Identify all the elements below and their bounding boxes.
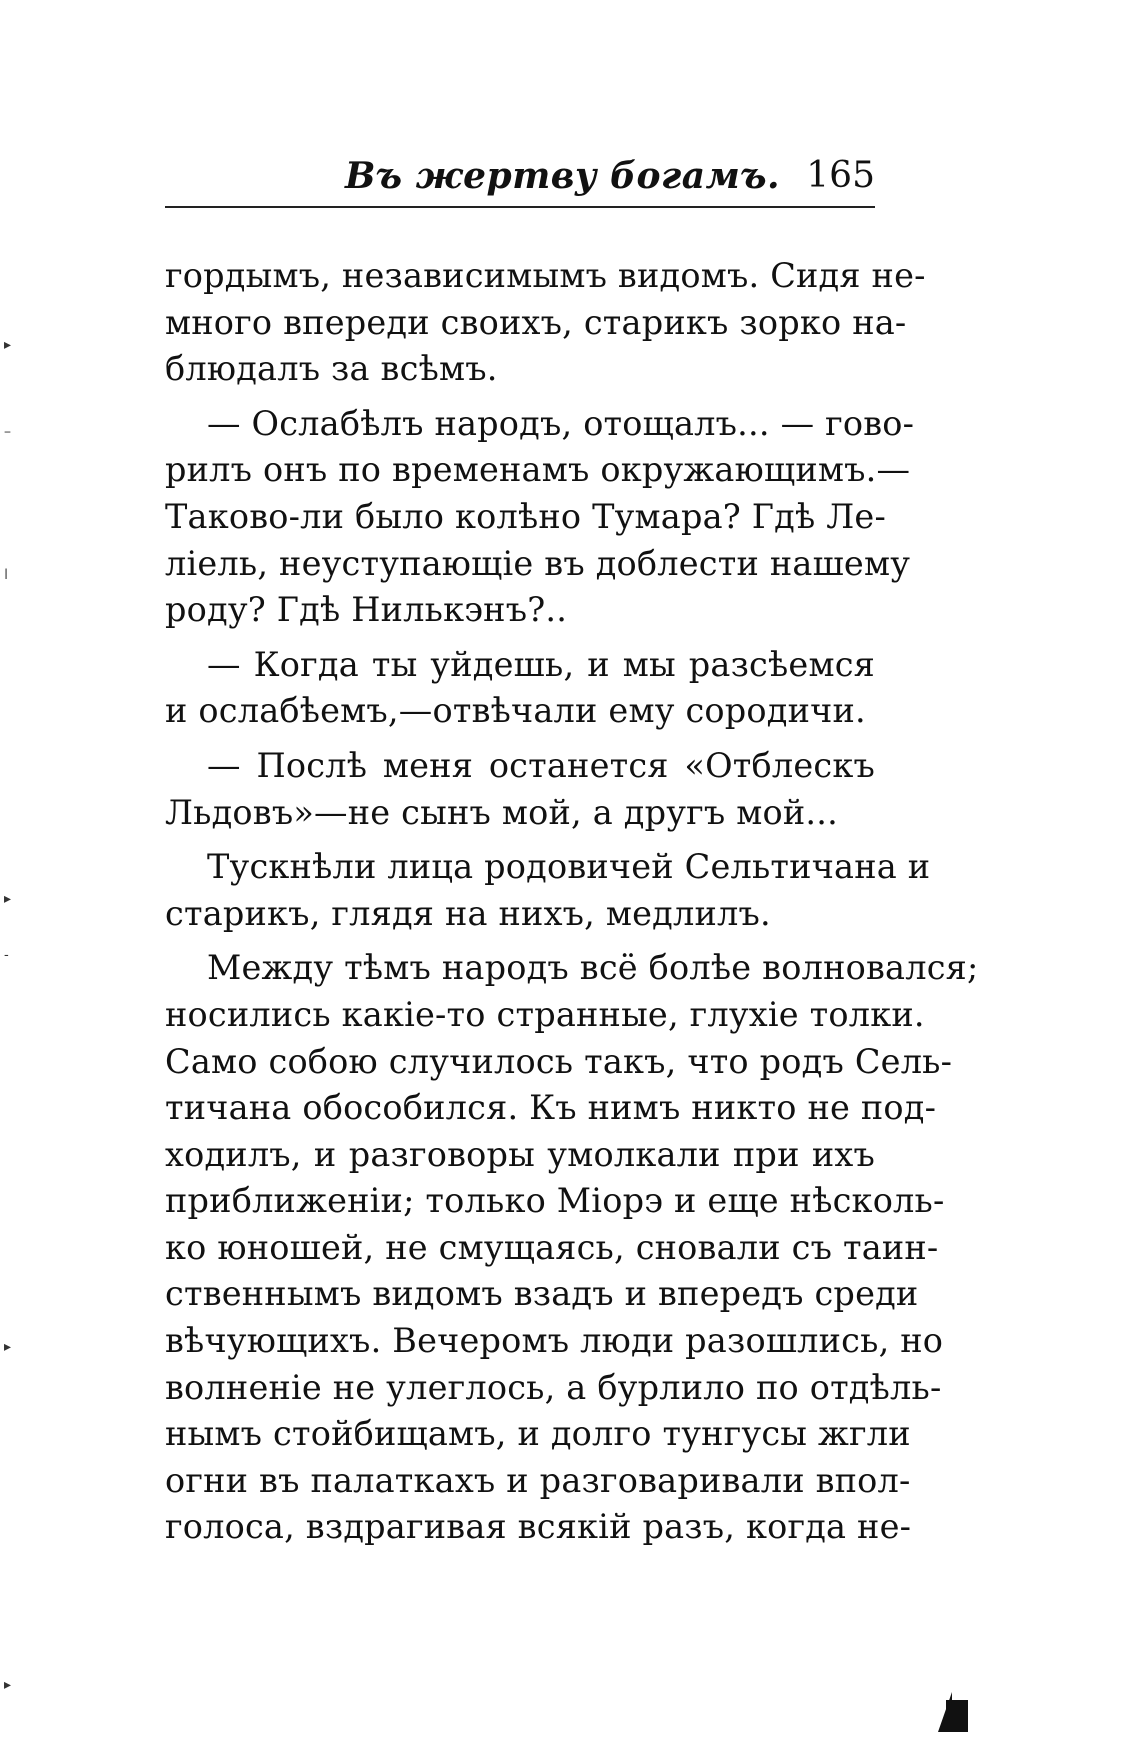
text-line: Льдовъ»—не сынъ мой, а другъ мой... xyxy=(165,792,838,832)
text-line: Таково-ли было колѣно Тумара? Гдѣ Ле- xyxy=(165,496,886,536)
text-line: вѣчующихъ. Вечеромъ люди разошлись, но xyxy=(165,1321,944,1361)
text-line: роду? Гдѣ Нилькэнъ?.. xyxy=(165,590,568,630)
text-line: ходилъ, и разговоры умолкали при ихъ xyxy=(165,1134,875,1174)
page-header xyxy=(165,150,875,206)
running-title: Въ жертву богамъ. xyxy=(345,155,781,197)
text-line: ліель, неуступающіе въ доблести нашему xyxy=(165,543,911,583)
text-line: старикъ, глядя на нихъ, медлилъ. xyxy=(165,893,771,933)
text-line: ко юношей, не смущаясь, сновали съ таин- xyxy=(165,1227,939,1267)
text-line: Тускнѣли лица родовичей Сельтичана и xyxy=(207,847,931,887)
text-line: блюдалъ за всѣмъ. xyxy=(165,349,498,389)
margin-mark: ▸ xyxy=(4,891,12,907)
margin-mark: – xyxy=(4,424,11,440)
text-line: — Когда ты уйдешь, и мы разсѣемся xyxy=(207,644,875,684)
text-line: рилъ онъ по временамъ окружающимъ.— xyxy=(165,450,911,490)
text-line: гордымъ, независимымъ видомъ. Сидя не- xyxy=(165,256,926,295)
text-line: нымъ стойбищамъ, и долго тунгусы жгли xyxy=(165,1414,911,1454)
text-line: Само собою случилось такъ, что родъ Сель- xyxy=(165,1041,953,1081)
margin-mark: - xyxy=(4,947,9,963)
margin-mark: ▸ xyxy=(4,337,12,353)
margin-mark: ▸ xyxy=(4,1677,12,1693)
text-line: ственнымъ видомъ взадъ и впередъ среди xyxy=(165,1274,919,1314)
text-line: много впереди своихъ, старикъ зорко на- xyxy=(165,302,907,342)
text-line: тичана обособился. Къ нимъ никто не под- xyxy=(165,1088,937,1128)
page-number: 165 xyxy=(806,155,875,196)
ink-blot xyxy=(938,1692,952,1732)
text-line: волненіе не улеглось, а бурлило по отдѣль- xyxy=(165,1367,942,1407)
text-line: огни въ палаткахъ и разговаривали впол- xyxy=(165,1460,911,1500)
header-rule xyxy=(165,206,875,208)
text-line: носились какіе-то странные, глухіе толки. xyxy=(165,994,925,1034)
body-text xyxy=(165,253,979,1551)
text-line: голоса, вздрагивая всякій разъ, когда не- xyxy=(165,1507,912,1547)
text-line: — Послѣ меня останется «Отблескъ xyxy=(207,745,875,785)
margin-mark: ǀ xyxy=(4,567,9,583)
text-line: приближеніи; только Міорэ и еще нѣсколь- xyxy=(165,1181,945,1221)
margin-mark: ▸ xyxy=(4,1339,12,1355)
text-line: — Ослабѣлъ народъ, отощалъ... — гово- xyxy=(207,403,915,443)
text-line: и ослабѣемъ,—отвѣчали ему сородичи. xyxy=(165,691,866,731)
text-line: Между тѣмъ народъ всё болѣе волновался; xyxy=(207,948,979,988)
